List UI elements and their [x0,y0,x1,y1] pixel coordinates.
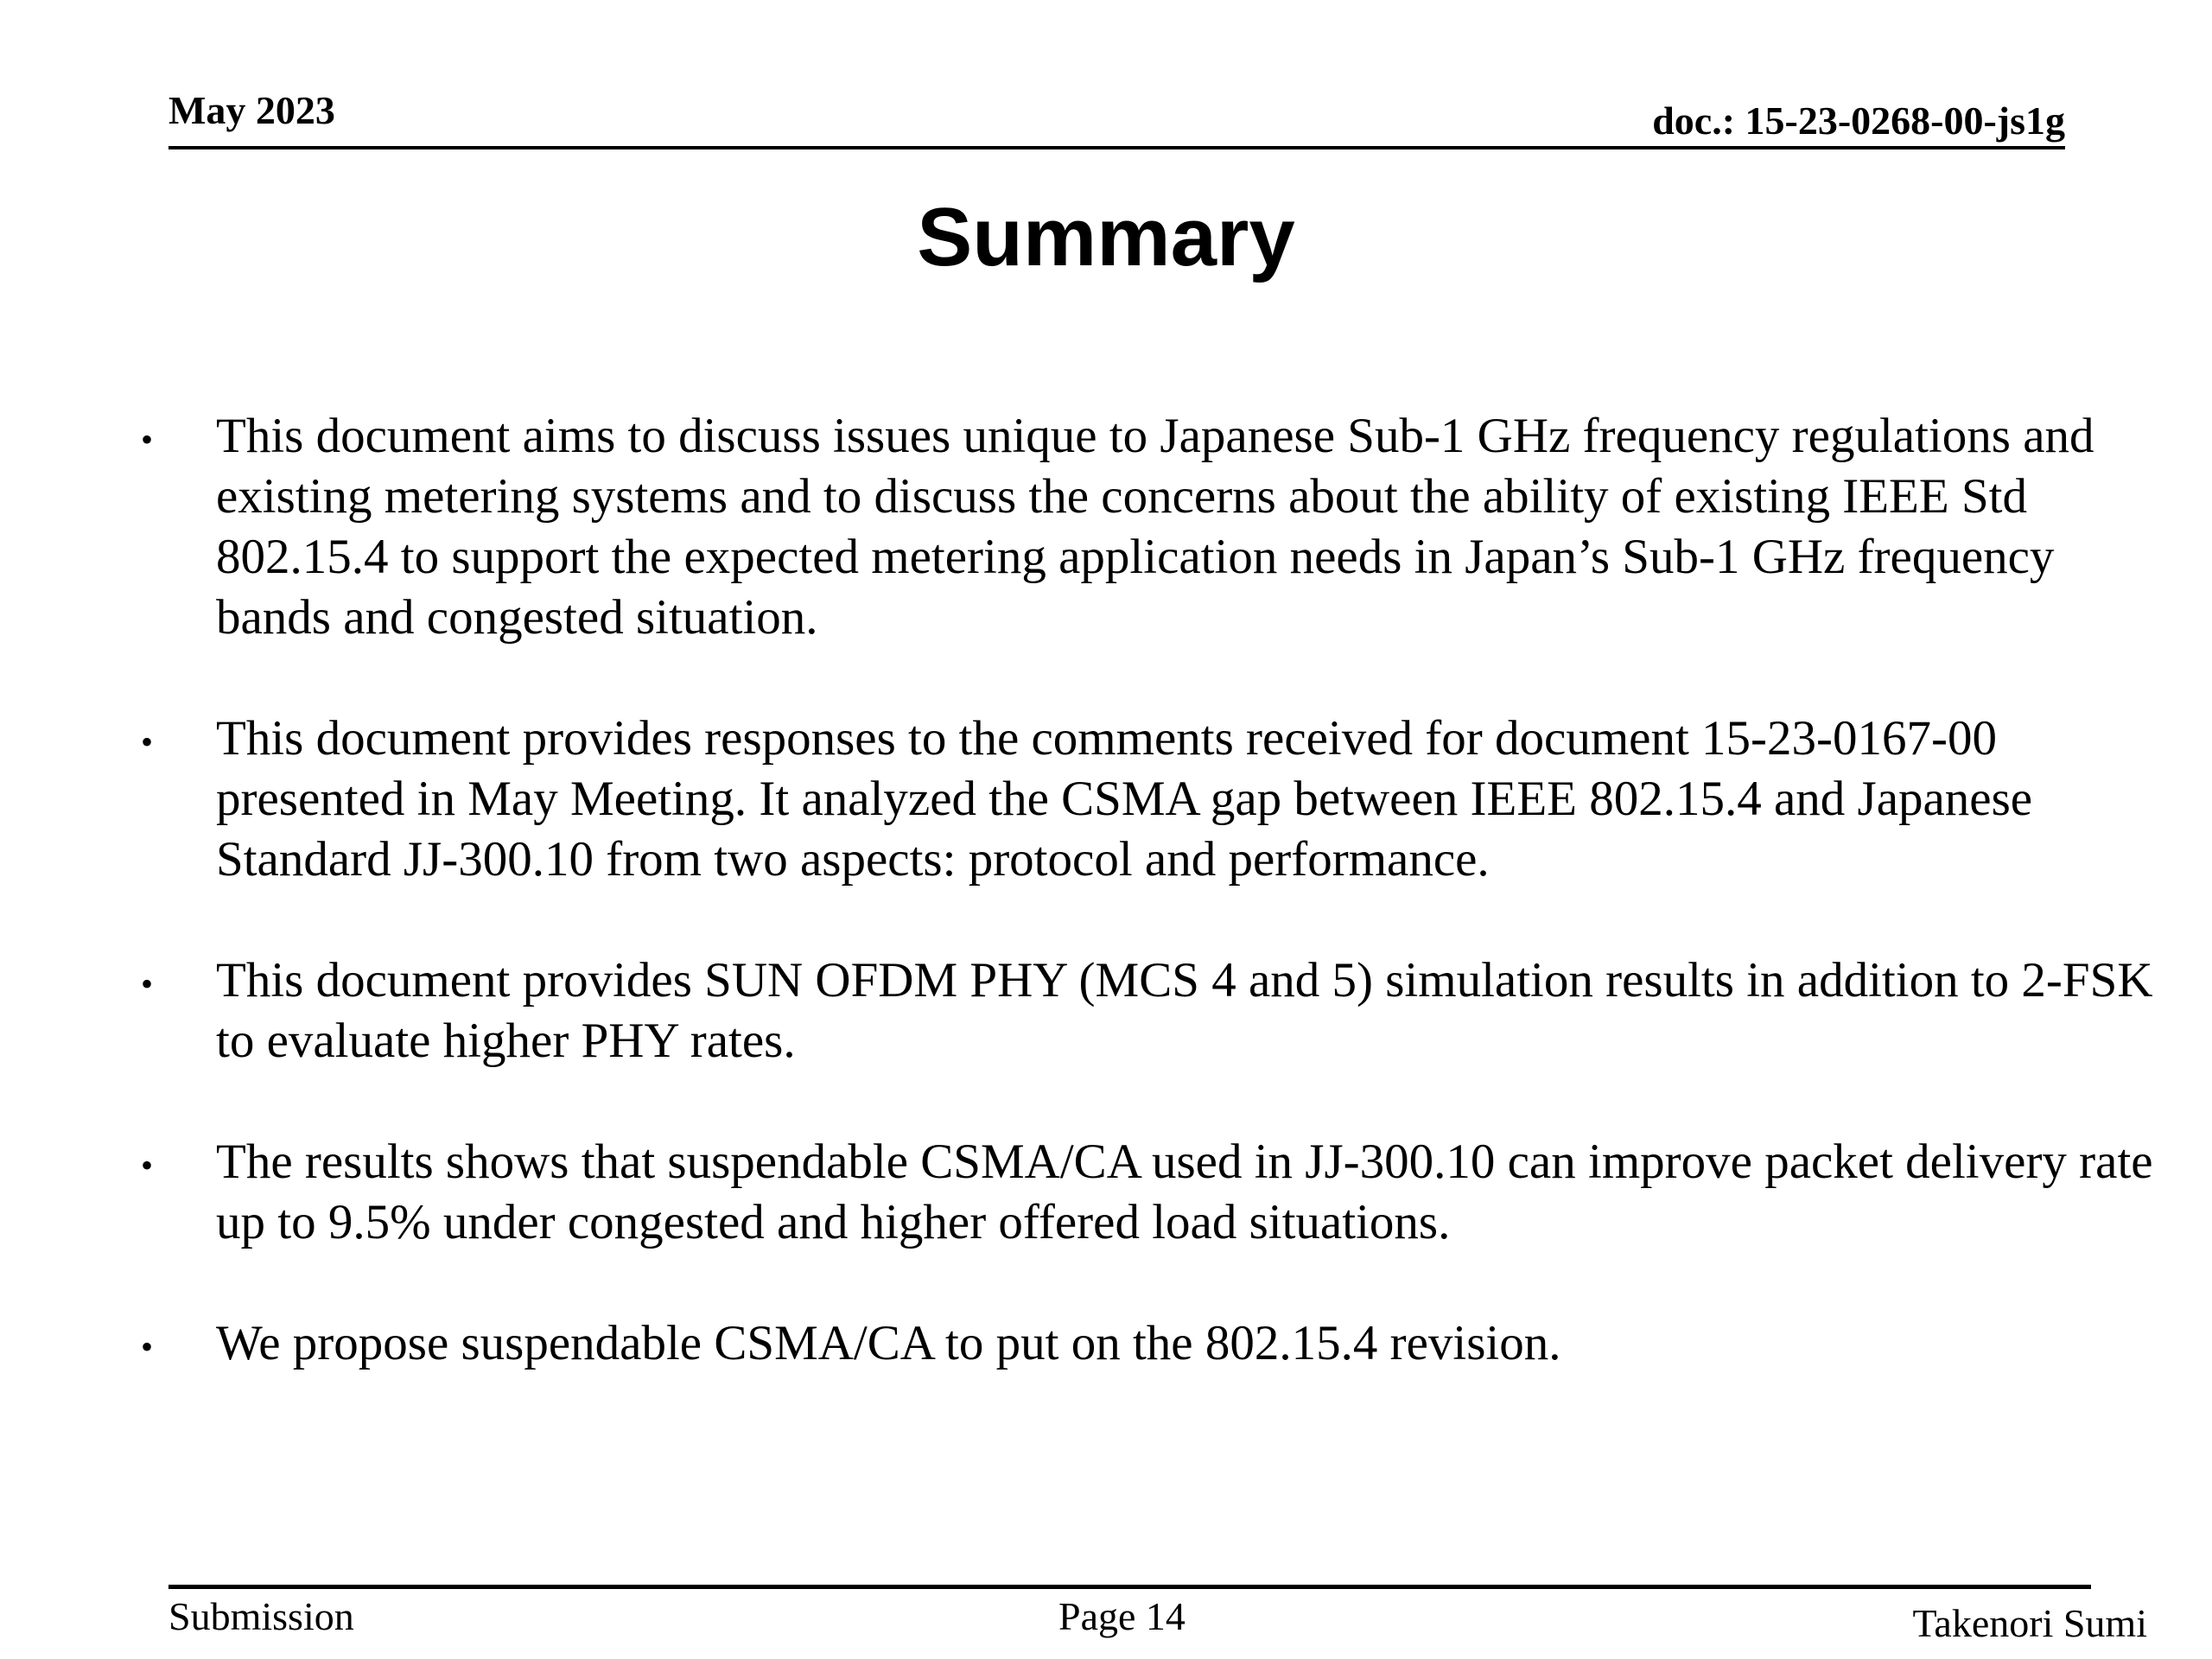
footer-author: Takenori Sumi [1912,1601,2147,1645]
header-date: May 2023 [168,88,335,132]
bullet-dot-icon: • [140,964,153,1003]
bullet-item [140,1132,2169,1253]
bullet-list [140,406,2169,1434]
header-doc-id: doc.: 15-23-0268-00-js1g [1652,99,2065,143]
footer-divider [168,1585,2091,1589]
footer-page-number: Page 14 [1058,1594,1185,1638]
bullet-text: This document provides responses to the comments received for document 15-23-0167-00 presented in May Meeting. It analyzed the CSMA gap between IEEE 802.15.4 and Japanese Standard JJ-300.10 from two aspects: protocol and performance. [216,711,2033,887]
bullet-text: The results shows that suspendable CSMA/CA used in JJ-300.10 can improve packet delivery rate up to 9.5% under congested and higher offered load situations. [216,1135,2153,1249]
bullet-text: This document provides SUN OFDM PHY (MCS 4 and 5) simulation results in addition to 2-FSK to evaluate higher PHY rates. [216,953,2153,1068]
bullet-dot-icon: • [140,1146,153,1185]
bullet-dot-icon: • [140,1327,153,1366]
footer-submission: Submission [168,1594,354,1638]
slide-title: Summary [917,191,1295,283]
bullet-text: This document aims to discuss issues unique to Japanese Sub-1 GHz frequency regulations and existing metering systems and to discuss the concerns about the ability of existing IEEE Std 802.15.4 to support the expected metering application needs in Japan’s Sub-1 GHz frequency bands and congested situation. [216,409,2094,645]
bullet-item [140,950,2169,1071]
bullet-item [140,406,2169,648]
bullet-dot-icon: • [140,420,153,459]
bullet-item [140,1313,2169,1374]
bullet-dot-icon: • [140,722,153,761]
bullet-text: We propose suspendable CSMA/CA to put on the 802.15.4 revision. [216,1316,1561,1370]
header-divider [168,146,2065,149]
bullet-item [140,709,2169,890]
